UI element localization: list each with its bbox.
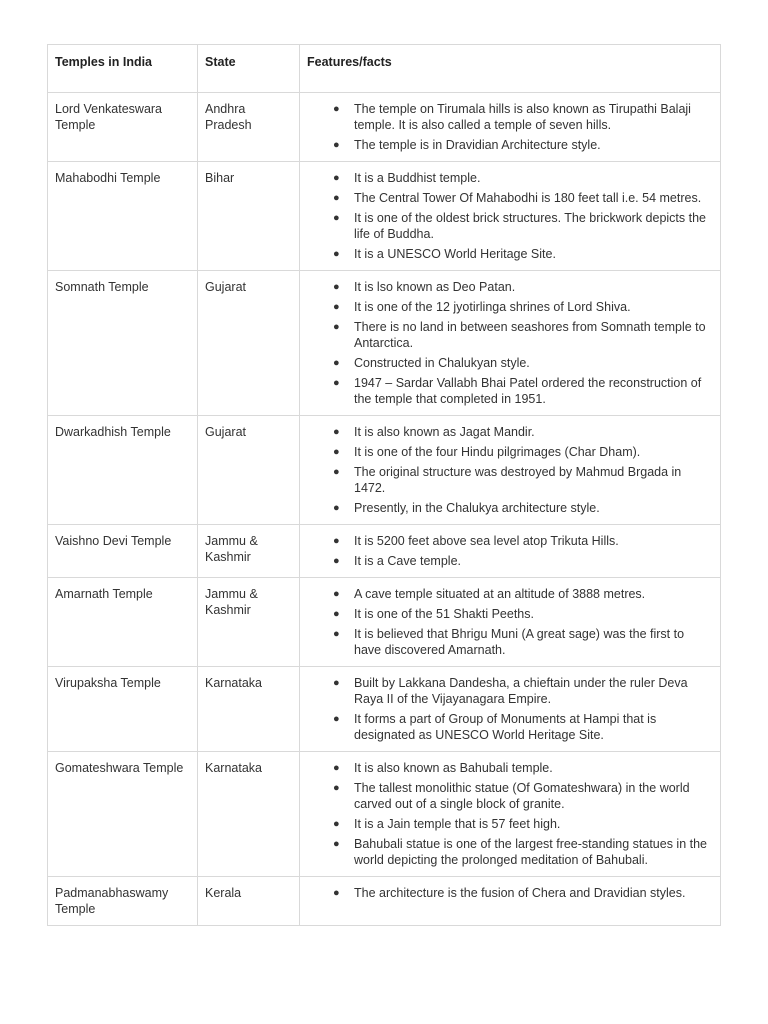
header-state: State (198, 45, 300, 93)
facts-container (300, 877, 720, 909)
bullet-icon: ● (333, 357, 340, 369)
bullet-icon: ● (333, 377, 340, 389)
fact-item (307, 190, 713, 206)
facts-container (300, 525, 720, 577)
state-name: Jammu & Kashmir (205, 587, 258, 617)
facts-list (307, 101, 713, 153)
temple-name: Virupaksha Temple (55, 676, 161, 690)
bullet-icon: ● (333, 535, 340, 547)
bullet-icon: ● (333, 782, 340, 794)
bullet-icon: ● (333, 677, 340, 689)
temples-table (47, 44, 721, 926)
fact-text: It forms a part of Group of Monuments at Hampi that is designated as UNESCO World Heritage Site. (354, 712, 657, 742)
header-features: Features/facts (300, 45, 721, 93)
fact-text: It is a Jain temple that is 57 feet high. (354, 817, 561, 831)
facts-cell (300, 271, 721, 416)
fact-item (307, 533, 713, 549)
table-row (48, 93, 721, 162)
state-name: Andhra Pradesh (205, 102, 252, 132)
fact-item (307, 444, 713, 460)
bullet-icon: ● (333, 192, 340, 204)
state-name: Kerala (205, 886, 242, 900)
temple-name: Dwarkadhish Temple (55, 425, 171, 439)
bullet-icon: ● (333, 838, 340, 850)
fact-text: The Central Tower Of Mahabodhi is 180 feet tall i.e. 54 metres. (354, 191, 702, 205)
state-name: Jammu & Kashmir (205, 534, 258, 564)
fact-item (307, 170, 713, 186)
temple-name: Mahabodhi Temple (55, 171, 161, 185)
temple-name: Gomateshwara Temple (55, 761, 184, 775)
state-name: Gujarat (205, 425, 246, 439)
table-row (48, 578, 721, 667)
temple-name-cell (48, 416, 198, 525)
fact-item (307, 137, 713, 153)
fact-text: Presently, in the Chalukya architecture style. (354, 501, 600, 515)
fact-item (307, 760, 713, 776)
fact-text: The original structure was destroyed by Mahmud Brgada in 1472. (354, 465, 682, 495)
facts-list (307, 424, 713, 516)
fact-item (307, 279, 713, 295)
table-row (48, 525, 721, 578)
fact-text: Built by Lakkana Dandesha, a chieftain under the ruler Deva Raya II of the Vijayanagara Empire. (354, 676, 688, 706)
fact-text: The temple is in Dravidian Architecture style. (354, 138, 601, 152)
table-row (48, 877, 721, 926)
fact-item (307, 606, 713, 622)
facts-container (300, 578, 720, 666)
temple-name-cell (48, 752, 198, 877)
fact-text: 1947 – Sardar Vallabh Bhai Patel ordered the reconstruction of the temple that completed in 1951. (354, 376, 702, 406)
facts-cell (300, 93, 721, 162)
facts-container (300, 667, 720, 751)
fact-text: It is a Buddhist temple. (354, 171, 481, 185)
state-cell (198, 271, 300, 416)
table-row (48, 667, 721, 752)
facts-list (307, 170, 713, 262)
facts-list (307, 279, 713, 407)
facts-list (307, 586, 713, 658)
facts-container (300, 752, 720, 876)
table-row (48, 416, 721, 525)
facts-cell (300, 752, 721, 877)
facts-cell (300, 162, 721, 271)
temple-name: Padmanabhaswamy Temple (55, 886, 169, 916)
bullet-icon: ● (333, 713, 340, 725)
facts-list (307, 760, 713, 868)
state-cell (198, 667, 300, 752)
header-temples: Temples in India (48, 45, 198, 93)
bullet-icon: ● (333, 248, 340, 260)
fact-text: Bahubali statue is one of the largest free-standing statues in the world depicting the prolonged meditation of Bahubali. (354, 837, 708, 867)
temple-name: Vaishno Devi Temple (55, 534, 172, 548)
table-row (48, 162, 721, 271)
facts-list (307, 675, 713, 743)
state-name: Karnataka (205, 676, 262, 690)
bullet-icon: ● (333, 762, 340, 774)
fact-text: It is 5200 feet above sea level atop Trikuta Hills. (354, 534, 619, 548)
table-header (48, 45, 721, 93)
bullet-icon: ● (333, 588, 340, 600)
fact-text: It is one of the 51 Shakti Peeths. (354, 607, 534, 621)
fact-item (307, 375, 713, 407)
fact-text: The temple on Tirumala hills is also known as Tirupathi Balaji temple. It is also called a temple of seven hills. (354, 102, 691, 132)
fact-text: It is also known as Jagat Mandir. (354, 425, 535, 439)
fact-item (307, 675, 713, 707)
bullet-icon: ● (333, 555, 340, 567)
fact-item (307, 626, 713, 658)
fact-item (307, 355, 713, 371)
state-cell (198, 877, 300, 926)
fact-text: It is a Cave temple. (354, 554, 461, 568)
fact-text: It is one of the 12 jyotirlinga shrines of Lord Shiva. (354, 300, 631, 314)
fact-item (307, 299, 713, 315)
state-cell (198, 752, 300, 877)
fact-item (307, 500, 713, 516)
bullet-icon: ● (333, 139, 340, 151)
fact-text: The architecture is the fusion of Chera and Dravidian styles. (354, 886, 686, 900)
bullet-icon: ● (333, 172, 340, 184)
table-row (48, 271, 721, 416)
fact-text: It is one of the four Hindu pilgrimages (Char Dham). (354, 445, 641, 459)
facts-cell (300, 667, 721, 752)
fact-item (307, 424, 713, 440)
temple-name-cell (48, 93, 198, 162)
bullet-icon: ● (333, 502, 340, 514)
facts-list (307, 533, 713, 569)
temple-name-cell (48, 271, 198, 416)
temple-name-cell (48, 877, 198, 926)
facts-list (307, 885, 713, 901)
fact-item (307, 246, 713, 262)
fact-item (307, 780, 713, 812)
fact-item (307, 836, 713, 868)
bullet-icon: ● (333, 301, 340, 313)
fact-item (307, 553, 713, 569)
facts-cell (300, 578, 721, 667)
fact-text: A cave temple situated at an altitude of 3888 metres. (354, 587, 646, 601)
temple-name-cell (48, 578, 198, 667)
state-cell (198, 578, 300, 667)
facts-container (300, 271, 720, 415)
temple-name-cell (48, 162, 198, 271)
facts-container (300, 416, 720, 524)
state-cell (198, 525, 300, 578)
fact-item (307, 464, 713, 496)
temple-name: Amarnath Temple (55, 587, 153, 601)
fact-text: It is lso known as Deo Patan. (354, 280, 516, 294)
bullet-icon: ● (333, 426, 340, 438)
header-row (48, 45, 721, 93)
facts-cell (300, 877, 721, 926)
bullet-icon: ● (333, 103, 340, 115)
facts-cell (300, 525, 721, 578)
fact-item (307, 586, 713, 602)
fact-item (307, 319, 713, 351)
fact-text: There is no land in between seashores from Somnath temple to Antarctica. (354, 320, 706, 350)
bullet-icon: ● (333, 212, 340, 224)
temple-name: Lord Venkateswara Temple (55, 102, 163, 132)
bullet-icon: ● (333, 887, 340, 899)
fact-item (307, 885, 713, 901)
table-body (48, 93, 721, 926)
bullet-icon: ● (333, 466, 340, 478)
facts-container (300, 93, 720, 161)
state-cell (198, 93, 300, 162)
bullet-icon: ● (333, 608, 340, 620)
temple-name-cell (48, 667, 198, 752)
temple-name-cell (48, 525, 198, 578)
temple-name: Somnath Temple (55, 280, 149, 294)
fact-text: It is a UNESCO World Heritage Site. (354, 247, 556, 261)
state-name: Gujarat (205, 280, 246, 294)
bullet-icon: ● (333, 628, 340, 640)
state-name: Karnataka (205, 761, 262, 775)
fact-item (307, 101, 713, 133)
state-cell (198, 416, 300, 525)
bullet-icon: ● (333, 321, 340, 333)
bullet-icon: ● (333, 818, 340, 830)
facts-container (300, 162, 720, 270)
fact-item (307, 711, 713, 743)
fact-text: It is one of the oldest brick structures. The brickwork depicts the life of Buddha. (354, 211, 707, 241)
fact-text: It is also known as Bahubali temple. (354, 761, 553, 775)
fact-text: The tallest monolithic statue (Of Gomateshwara) in the world carved out of a single block of granite. (354, 781, 690, 811)
bullet-icon: ● (333, 281, 340, 293)
fact-text: It is believed that Bhrigu Muni (A great sage) was the first to have discovered Amarnath. (354, 627, 685, 657)
state-cell (198, 162, 300, 271)
table-row (48, 752, 721, 877)
fact-item (307, 816, 713, 832)
facts-cell (300, 416, 721, 525)
state-name: Bihar (205, 171, 235, 185)
fact-text: Constructed in Chalukyan style. (354, 356, 530, 370)
fact-item (307, 210, 713, 242)
bullet-icon: ● (333, 446, 340, 458)
